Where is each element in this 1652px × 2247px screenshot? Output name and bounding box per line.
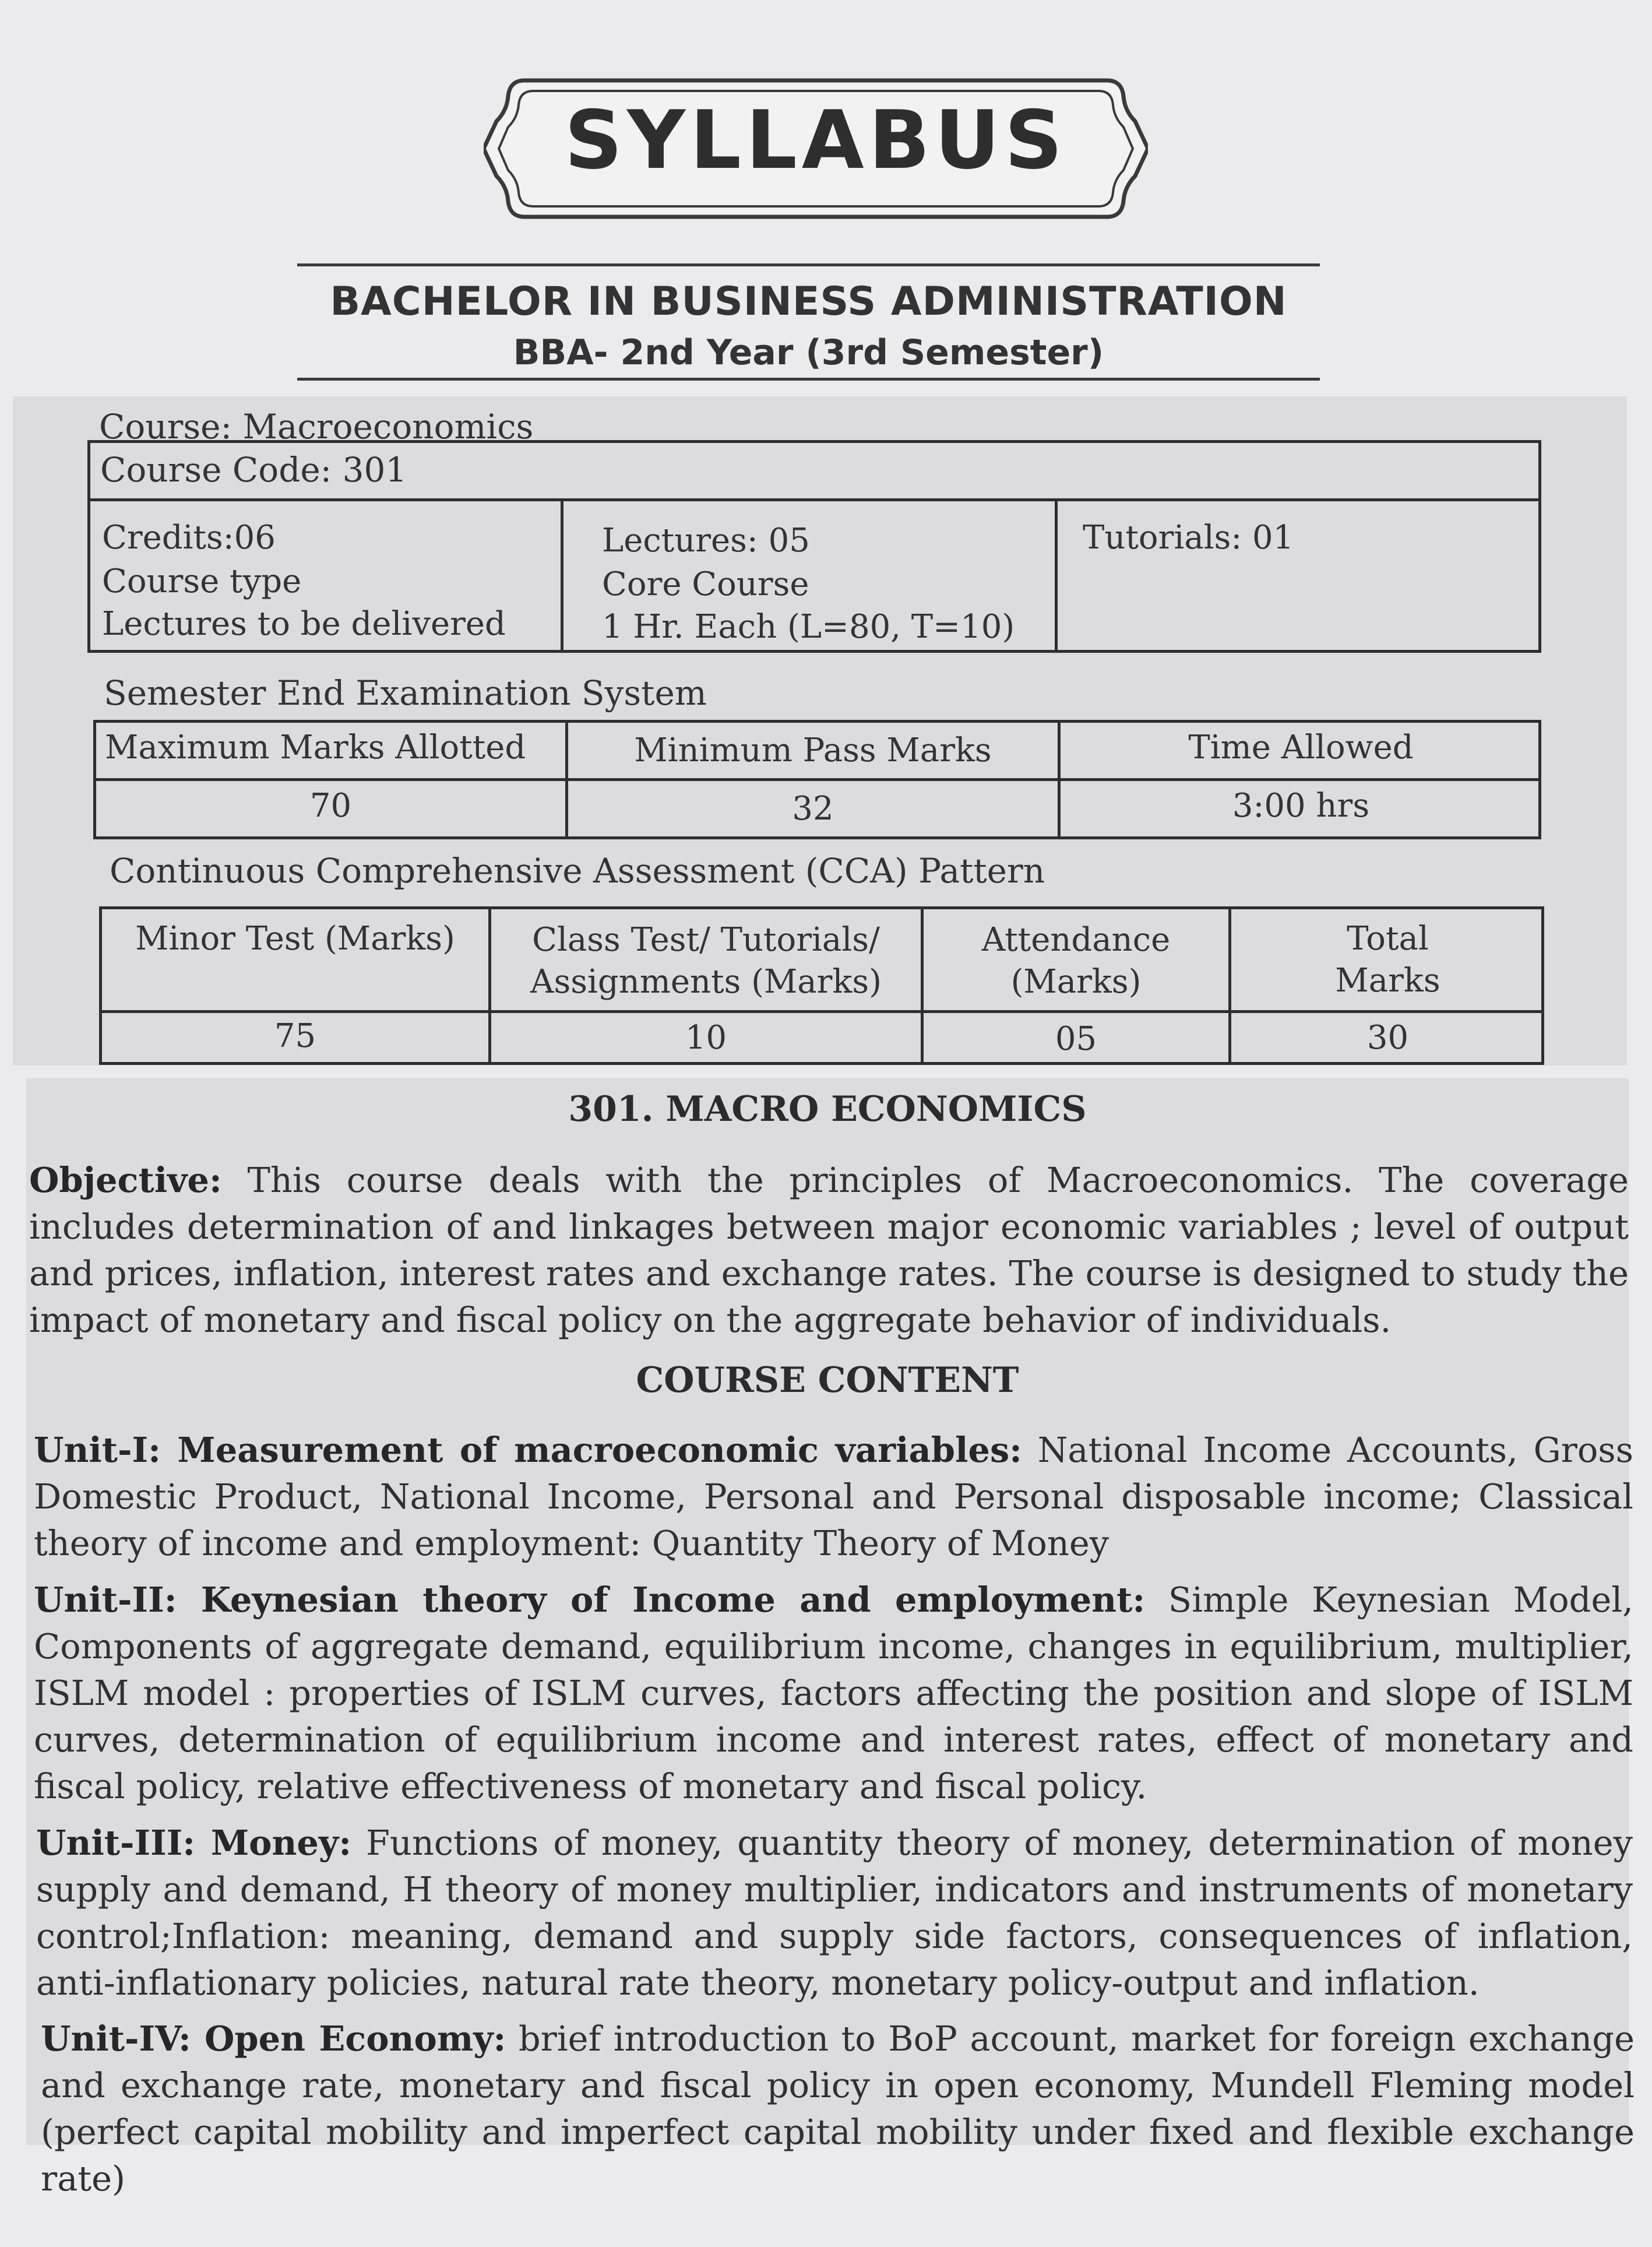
course-type-label: Course type <box>102 562 302 600</box>
unit-4-label: Unit-IV: Open Economy: <box>41 2019 506 2059</box>
objective-label: Objective: <box>29 1160 222 1200</box>
exam-system-title: Semester End Examination System <box>104 673 707 713</box>
course-code: Course Code: 301 <box>100 450 407 490</box>
exam-header-min-pass: Minimum Pass Marks <box>634 732 992 769</box>
cca-value-total: 30 <box>1366 1019 1409 1057</box>
header-rule-top <box>297 263 1320 266</box>
cca-header-attendance-line1: Attendance <box>981 921 1171 959</box>
unit-2-text: Simple Keynesian Model, Components of aggregate demand, equilibrium income, changes in equilibrium, multiplier, ISLM model : properties of ISLM curves, factors affecting the position and slope of ISLM curves, determination of equilibrium income and interest rates, effect of monetary and fiscal policy, relative effectiveness of monetary and fiscal policy. <box>34 1580 1633 1806</box>
unit-1-text: National Income Accounts, Gross Domestic Product, National Income, Personal and Personal disposable income; Classical theory of income and employment: Quantity Theory of Money <box>34 1430 1633 1563</box>
cca-value-attendance: 05 <box>1055 1020 1097 1058</box>
cca-value-class-test: 10 <box>685 1019 727 1057</box>
unit-2-label: Unit-II: Keynesian theory of Income and employment: <box>34 1580 1146 1620</box>
course-content-heading: COURSE CONTENT <box>636 1360 1019 1401</box>
exam-table-row-divider <box>93 778 1541 781</box>
syllabus-title: SYLLABUS <box>564 93 1068 187</box>
cca-value-minor-test: 75 <box>274 1017 316 1055</box>
course-info-divider <box>87 498 1541 501</box>
course-type-value: Core Course <box>602 565 809 603</box>
exam-value-max-marks: 70 <box>309 787 352 825</box>
course-info-col-divider-2 <box>1055 498 1058 653</box>
course-name-label: Course: Macroeconomics <box>99 407 534 446</box>
degree-subtitle: BBA- 2nd Year (3rd Semester) <box>513 332 1104 373</box>
cca-header-total-line1: Total <box>1347 920 1429 958</box>
exam-value-min-pass: 32 <box>792 790 834 828</box>
unit-3-text: Functions of money, quantity theory of money, determination of money supply and demand, H theory of money multiplier, indicators and instruments of monetary control;Inflation: meaning, demand and supply side factors, consequences of inflation, anti-inflationary policies, natural rate theory, monetary policy-output and inflation. <box>36 1823 1633 2003</box>
course-info-col-divider-1 <box>561 498 563 653</box>
unit-1-label: Unit-I: Measurement of macroeconomic variables: <box>34 1430 1022 1470</box>
cca-header-class-test-line2: Assignments (Marks) <box>530 963 882 1001</box>
cca-title: Continuous Comprehensive Assessment (CCA) Pattern <box>110 851 1045 891</box>
header-rule-bottom <box>297 378 1320 381</box>
objective-paragraph <box>29 1157 1629 1344</box>
lectures-count: Lectures: 05 <box>602 522 810 560</box>
cca-header-attendance-line2: (Marks) <box>1010 963 1142 1001</box>
lecture-duration: 1 Hr. Each (L=80, T=10) <box>602 608 1015 646</box>
unit-1-paragraph <box>34 1427 1633 1567</box>
degree-title: BACHELOR IN BUSINESS ADMINISTRATION <box>330 279 1287 325</box>
cca-header-class-test-line1: Class Test/ Tutorials/ <box>532 921 880 959</box>
cca-header-minor-test: Minor Test (Marks) <box>135 920 455 958</box>
unit-2-paragraph <box>34 1577 1633 1810</box>
lectures-delivered-label: Lectures to be delivered <box>102 605 506 643</box>
unit-4-text: brief introduction to BoP account, market for foreign exchange and exchange rate, monetary and fiscal policy in open economy, Mundell Fleming model (perfect capital mobility and imperfect capital mobility under fixed and flexible exchange rate) <box>41 2019 1635 2199</box>
exam-header-max-marks: Maximum Marks Allotted <box>105 729 526 766</box>
unit-3-label: Unit-III: Money: <box>36 1823 351 1863</box>
tutorials-count: Tutorials: 01 <box>1083 519 1294 557</box>
course-section-title: 301. MACRO ECONOMICS <box>568 1089 1087 1130</box>
exam-value-time: 3:00 hrs <box>1232 787 1370 825</box>
exam-header-time: Time Allowed <box>1188 729 1414 766</box>
cca-table-row-divider <box>99 1010 1544 1013</box>
credits-label: Credits:06 <box>102 519 276 557</box>
objective-text: This course deals with the principles of Macroeconomics. The coverage includes determination of and linkages between major economic variables ; level of output and prices, inflation, interest rates and exchange rates. The course is designed to study the impact of monetary and fiscal policy on the aggregate behavior of individuals. <box>29 1160 1629 1340</box>
cca-header-total-line2: Marks <box>1335 962 1440 1000</box>
unit-3-paragraph <box>36 1820 1633 2006</box>
unit-4-paragraph <box>41 2016 1635 2202</box>
